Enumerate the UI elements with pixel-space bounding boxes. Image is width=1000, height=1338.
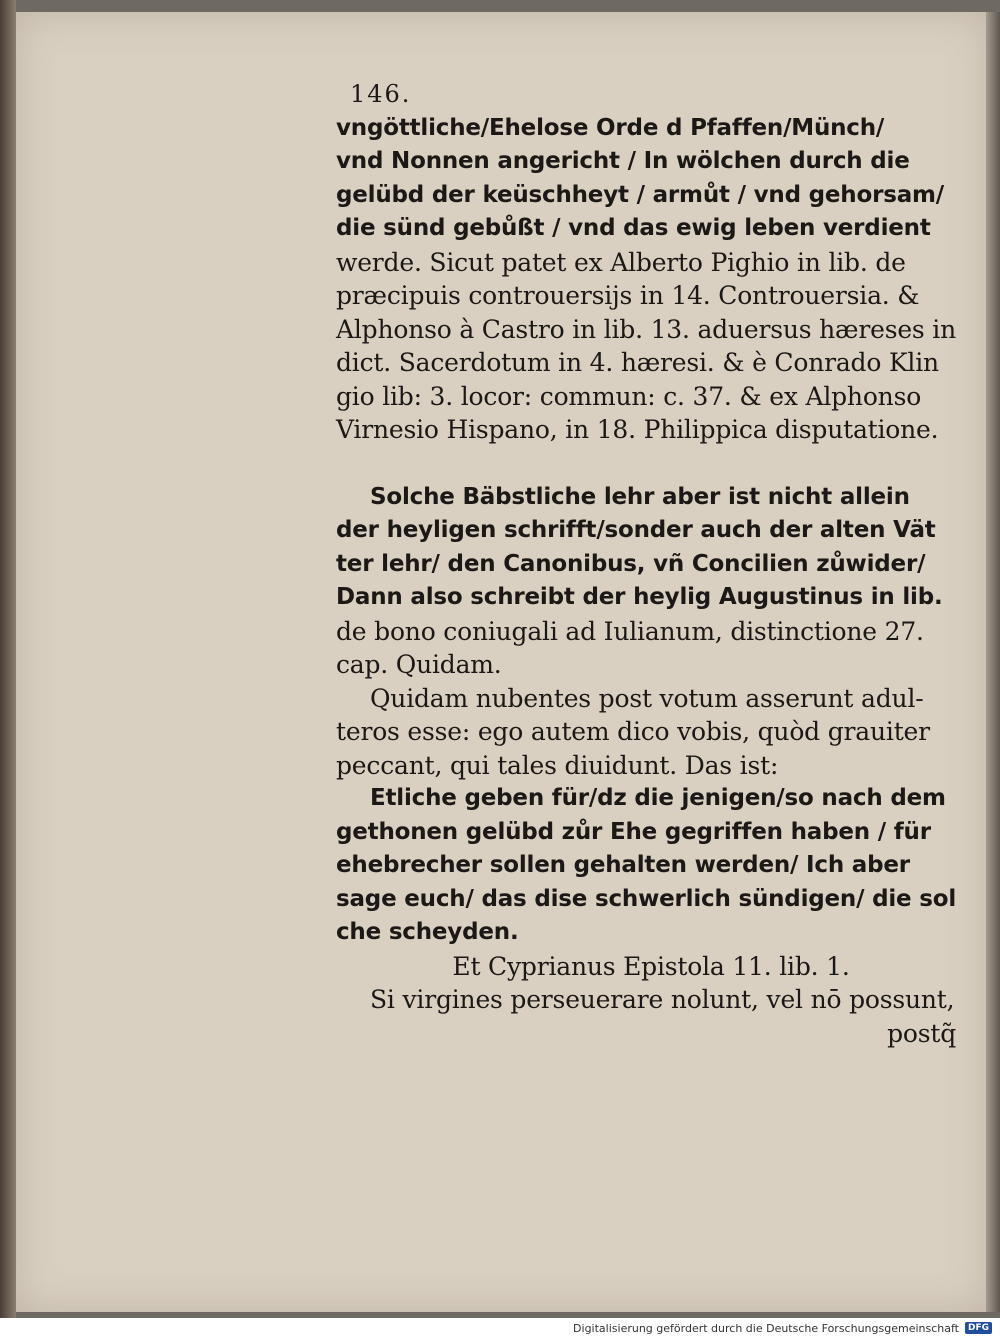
text-line: Dann also schreibt der heylig Augustinus in lib.: [336, 584, 943, 610]
paragraph-4: [336, 782, 966, 950]
text-line: die sünd gebůßt / vnd das ewig leben verdient: [336, 215, 931, 241]
text-line: peccant, qui tales diuidunt. Das ist:: [336, 750, 779, 780]
text-line: gio lib: 3. locor: commun: c. 37. & ex Alphonso: [336, 381, 922, 411]
paragraph-2: [336, 481, 966, 682]
text-line: werde. Sicut patet ex Alberto Pighio in lib. de: [336, 247, 906, 277]
text-line: sage euch/ das dise schwerlich sündigen/ die sol: [336, 885, 957, 912]
text-line: Quidam nubentes post votum asserunt adul-: [370, 683, 924, 713]
paragraph-1: [336, 112, 966, 447]
text-line: Solche Bäbstliche lehr aber ist nicht allein: [370, 483, 910, 510]
footer-bar: [0, 1318, 1000, 1338]
text-line: de bono coniugali ad Iulianum, distinctione 27.: [336, 616, 924, 646]
text-line: dict. Sacerdotum in 4. hæresi. & è Conrado Klin: [336, 348, 939, 377]
text-line: che scheyden.: [336, 919, 519, 945]
text-line: ter lehr/ den Canonibus, vñ Concilien zůwider/: [336, 550, 926, 577]
text-line: Virnesio Hispano, in 18. Philippica disputatione.: [336, 415, 939, 444]
text-line: gelübd der keüschheyt / armůt / vnd gehorsam/: [336, 181, 945, 208]
page-text: [336, 78, 966, 1050]
dfg-logo-icon: DFG: [965, 1322, 992, 1334]
text-line: cap. Quidam.: [336, 650, 502, 679]
catchword: postq̃: [887, 1018, 956, 1048]
page-edge-right: [986, 12, 1000, 1312]
text-line: teros esse: ego autem dico vobis, quòd grauiter: [336, 717, 930, 746]
page-number: 146.: [350, 80, 412, 108]
text-line: vnd Nonnen angericht / In wölchen durch die: [336, 148, 910, 174]
text-line: præcipuis controuersijs in 14. Controuersia. &: [336, 281, 920, 310]
text-line: Etliche geben für/dz die jenigen/so nach dem: [370, 785, 946, 811]
text-line: gethonen gelübd zůr Ehe gegriffen haben / für: [336, 818, 931, 845]
paragraph-3: [336, 682, 966, 783]
text-line: Si virgines perseuerare nolunt, vel nō possunt,: [370, 985, 955, 1014]
funding-text: Digitalisierung gefördert durch die Deutsche Forschungsgemeinschaft: [573, 1321, 959, 1335]
citation-line: Et Cyprianus Epistola 11. lib. 1.: [452, 951, 850, 981]
book-binding-edge: [0, 0, 16, 1318]
text-line: Alphonso à Castro in lib. 13. aduersus hæreses in: [336, 314, 956, 344]
text-line: der heyligen schrifft/sonder auch der alten Vät: [336, 517, 936, 543]
text-line: vngöttliche/Ehelose Orde d Pfaffen/Münch/: [336, 114, 885, 141]
text-line: ehebrecher sollen gehalten werden/ Ich aber: [336, 852, 910, 878]
